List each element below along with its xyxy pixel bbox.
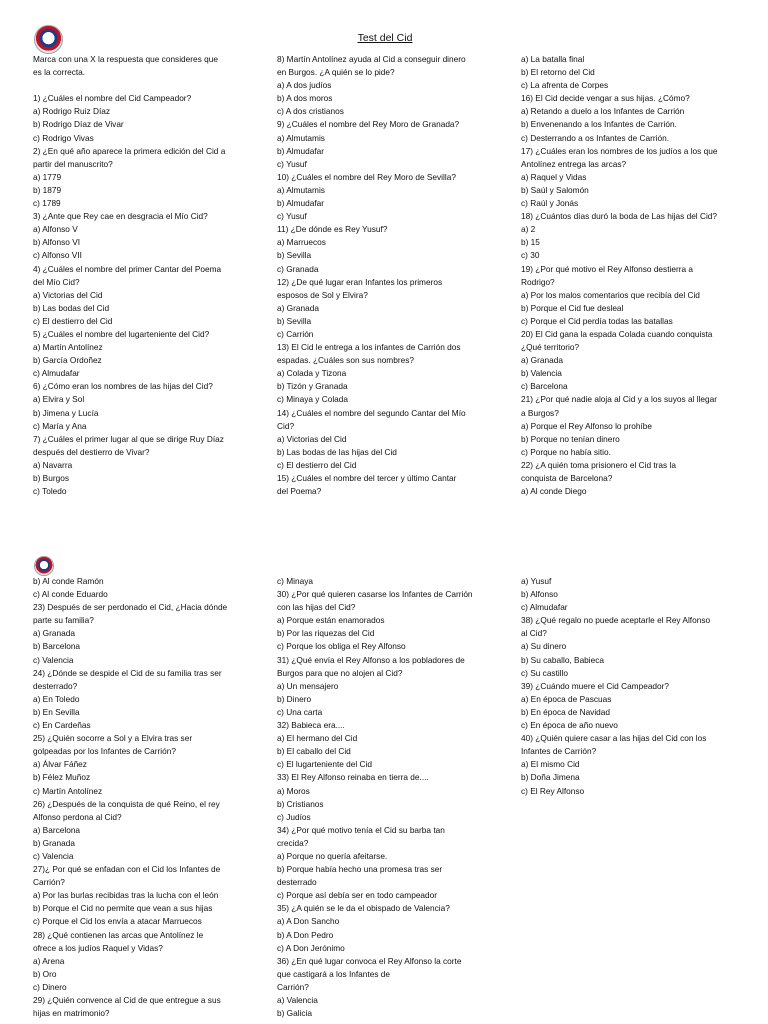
text-line: c) Judíos [277,811,311,822]
text-line: a) Victorias del Cid [33,289,103,300]
text-line: 13) El Cid le entrega a los infantes de Carrión dos [277,342,461,353]
text-line: c) Dinero [33,981,67,992]
text-line: hijas en matrimonio? [33,1008,110,1019]
text-line: a) La batalla final [521,54,585,64]
text-line: c) Barcelona [521,381,568,392]
text-line: a) Marruecos [277,237,326,248]
text-line: a) Su dinero [521,641,567,652]
text-line: a) En época de Pascuas [521,693,612,704]
text-line: b) Saúl y Salomón [521,184,589,195]
text-line: Carrión? [33,877,65,888]
text-line: c) Minaya [277,576,313,586]
text-line: b) Valencia [521,368,562,379]
text-line: a) Elvira y Sol [33,394,85,405]
text-line: 10) ¿Cuáles el nombre del Rey Moro de Sevilla? [277,171,456,182]
text-line: c) En Cardeñas [33,720,91,731]
text-line: es la correcta. [33,67,86,78]
text-line: b) Porque el Cid fue desleal [521,302,624,313]
text-line: b) Almudafar [277,145,325,156]
text-line: b) El caballo del Cid [277,746,351,757]
text-line: a) Al conde Diego [521,486,587,497]
column-3 [521,575,746,798]
text-line: 14) ¿Cuáles el nombre del segundo Cantar del Mío [277,407,466,418]
text-line: c) Porque el Cid los envía a atacar Marruecos [33,916,202,927]
text-line: crecida? [277,837,309,848]
text-line: 9) ¿Cuáles el nombre del Rey Moro de Granada? [277,119,460,130]
text-line: 17) ¿Cuáles eran los nombres de los judíos a los que [521,145,718,156]
text-line: 31) ¿Qué envía el Rey Alfonso a los pobladores de [277,654,465,665]
text-line: 11) ¿De dónde es Rey Yusuf? [277,224,388,235]
text-line: c) Su castillo [521,667,569,678]
text-line: Burgos para que no alojen al Cid? [277,667,403,678]
text-line: c) Minaya y Colada [277,394,349,405]
text-line: b) 1879 [33,184,62,195]
text-line: a) El hermano del Cid [277,733,358,744]
text-line: b) A dos moros [277,93,333,104]
text-line: b) Jimena y Lucía [33,407,99,418]
text-line: 8) Martín Antolínez ayuda al Cid a conseguir dinero [277,54,466,64]
school-logo-icon [34,25,63,54]
text-line: del Mío Cid? [33,276,80,287]
text-line: a) Rodrigo Ruiz Díaz [33,106,111,117]
text-line: b) Sevilla [277,250,312,261]
text-line: 36) ¿En qué lugar convoca el Rey Alfonso la corte [277,955,462,966]
column-3 [521,53,746,498]
text-line: 18) ¿Cuántos días duró la boda de Las hijas del Cid? [521,211,718,222]
text-line: 24) ¿Dónde se despide el Cid de su familia tras ser [33,667,222,678]
text-line: c) Porque no había sitio. [521,446,611,457]
text-line: c) En época de año nuevo [521,720,618,731]
text-line: 32) Babieca era.... [277,720,345,731]
page-title: Test del Cid [357,32,413,44]
text-line: 16) El Cid decide vengar a sus hijas. ¿Cómo? [521,93,690,104]
text-line: al Cid? [521,628,547,639]
text-line: c) Porque así debía ser en todo campeador [277,890,438,901]
text-line: c) 1789 [33,198,61,209]
text-line: 6) ¿Cómo eran los nombres de las hijas del Cid? [33,381,213,392]
text-line: b) Rodrigo Díaz de Vivar [33,119,124,130]
text-line: en Burgos. ¿A quién se lo pide? [277,67,395,78]
text-line: 7) ¿Cuáles el primer lugar al que se dirige Ruy Díaz [33,433,224,444]
text-line: ofrece a los judíos Raquel y Vidas? [33,942,163,953]
text-line: Carrión? [277,981,309,992]
text-line: c) El lugarteniente del Cid [277,759,373,770]
text-line: 28) ¿Qué contienen las arcas que Antolínez le [33,929,204,940]
text-line: b) Galicia [277,1008,313,1019]
text-line: 19) ¿Por qué motivo el Rey Alfonso destierra a [521,263,694,274]
text-line: a) Granada [521,355,563,366]
text-line: c) 30 [521,250,540,261]
text-line: 35) ¿A quién se le da el obispado de Valencia? [277,903,450,914]
text-line: b) El retorno del Cid [521,67,595,78]
text-line: b) 15 [521,237,540,248]
text-line: Marca con una X la respuesta que consideres que [33,54,218,64]
text-line: c) Raúl y Jonás [521,198,579,209]
text-line: a) Raquel y Vidas [521,171,587,182]
text-line: c) Al conde Eduardo [33,589,108,600]
text-line: Cid? [277,420,295,431]
text-line: a) Granada [277,302,319,313]
column-1 [33,53,253,498]
text-line: c) Valencia [33,654,74,665]
text-line: con las hijas del Cid? [277,602,356,613]
text-line: c) Valencia [33,850,74,861]
text-line: b) Oro [33,968,57,979]
text-line: b) Alfonso [521,589,558,600]
text-line: 21) ¿Por qué nadie aloja al Cid y a los suyos al llegar [521,394,718,405]
column-2 [277,53,502,498]
column-1 [33,575,253,1020]
text-line: c) El destierro del Cid [33,315,113,326]
school-logo-icon [34,556,54,576]
text-line: b) Burgos [33,473,69,483]
column-2 [277,575,502,1020]
text-line: a) Moros [277,785,310,796]
text-line: a) Valencia [277,995,318,1005]
text-line: Infantes de Carrión? [521,746,597,757]
text-line: 15) ¿Cuáles el nombre del tercer y último Cantar [277,473,457,483]
text-line: c) Yusuf [277,158,307,169]
text-line: c) Almudafar [521,602,568,613]
page-2 [0,512,768,1024]
text-line: 22) ¿A quién toma prisionero el Cid tras la [521,459,676,470]
text-line: Antolínez entrega las arcas? [521,158,627,169]
text-line: espadas. ¿Cuáles son sus nombres? [277,355,414,366]
text-line: 38) ¿Qué regalo no puede aceptarle el Rey Alfonso [521,615,711,626]
text-line: b) Félez Muñoz [33,772,91,783]
text-line: a) Arena [33,955,65,966]
text-line: a) 2 [521,224,536,235]
text-line: b) Cristianos [277,798,324,809]
text-line: b) Su caballo, Babieca [521,654,605,665]
text-line: a) Por los malos comentarios que recibía del Cid [521,289,700,300]
text-line: 26) ¿Después de la conquista de qué Reino, el rey [33,798,220,809]
text-line: parte su familia? [33,615,94,626]
text-line: 27)¿ Por qué se enfadan con el Cid los Infantes de [33,864,221,875]
text-line: 39) ¿Cuándo muere el Cid Campeador? [521,680,670,691]
text-line: 20) El Cid gana la espada Colada cuando conquista [521,328,713,339]
text-line: a) Barcelona [33,824,81,835]
text-line: b) Porque el Cid no permite que vean a sus hijas [33,903,213,914]
text-line: c) A Don Jerónimo [277,942,345,953]
text-line: 30) ¿Por qué quieren casarse los Infantes de Carrión [277,589,473,600]
text-line: c) La afrenta de Corpes [521,80,609,91]
text-line: c) El destierro del Cid [277,459,357,470]
text-line: b) Sevilla [277,315,312,326]
text-line: a) El mismo Cid [521,759,580,770]
text-line: c) Rodrigo Vivas [33,132,94,143]
text-line: desterrado [277,877,317,888]
text-line: c) A dos cristianos [277,106,344,117]
text-line: 34) ¿Por qué motivo tenía el Cid su barba tan [277,824,445,835]
text-line: c) Almudafar [33,368,80,379]
text-line: b) Dinero [277,693,312,704]
text-line: a) En Toledo [33,693,80,704]
text-line: a) A dos judíos [277,80,332,91]
text-line: b) A Don Pedro [277,929,334,940]
text-line: b) Barcelona [33,641,81,652]
text-line: del Poema? [277,486,322,497]
text-line: 29) ¿Quién convence al Cid de que entregue a sus [33,995,221,1005]
text-line: a) Navarra [33,459,73,470]
text-line: 4) ¿Cuáles el nombre del primer Cantar del Poema [33,263,222,274]
text-line: b) Almudafar [277,198,325,209]
text-line: c) Porque el Cid perdía todas las batallas [521,315,673,326]
text-line: a) Retando a duelo a los Infantes de Carrión [521,106,685,117]
text-line: a Burgos? [521,407,559,418]
text-line: a) Victorias del Cid [277,433,347,444]
text-line: b) Por las riquezas del Cid [277,628,375,639]
text-line: ¿Qué territorio? [521,342,580,353]
text-line: 1) ¿Cuáles el nombre del Cid Campeador? [33,93,192,104]
text-line: a) Yusuf [521,576,552,586]
text-line: c) Alfonso VII [33,250,82,261]
text-line: b) García Ordoñez [33,355,102,366]
text-line: b) En época de Navidad [521,706,611,717]
text-line: a) Álvar Fáñez [33,759,87,770]
text-line: a) Almutamis [277,132,325,143]
text-line: conquista de Barcelona? [521,473,613,483]
text-line: c) El Rey Alfonso [521,785,585,796]
text-line: b) Porque había hecho una promesa tras ser [277,864,443,875]
text-line: 25) ¿Quién socorre a Sol y a Elvira tras ser [33,733,193,744]
text-line: Alfonso perdona al Cid? [33,811,122,822]
text-line: b) Al conde Ramón [33,576,104,586]
text-line: c) Desterrando a os Infantes de Carrión. [521,132,670,143]
text-line: a) 1779 [33,171,62,182]
text-line: c) María y Ana [33,420,87,431]
text-line: b) Granada [33,837,75,848]
text-line: b) Las bodas de las hijas del Cid [277,446,397,457]
text-line: b) Alfonso VI [33,237,81,248]
text-line: a) Martín Antolínez [33,342,103,353]
text-line: c) Granada [277,263,319,274]
text-line: 2) ¿En qué año aparece la primera edición del Cid a [33,145,226,156]
text-line: c) Martín Antolínez [33,785,103,796]
text-line: que castigará a los Infantes de [277,968,391,979]
text-line: a) Por las burlas recibidas tras la lucha con el león [33,890,219,901]
text-line: b) Doña Jimena [521,772,580,783]
text-line: a) Colada y Tizona [277,368,347,379]
text-line: a) Alfonso V [33,224,78,235]
text-line: a) Porque el Rey Alfonso lo prohíbe [521,420,652,431]
text-line: b) Envenenando a los Infantes de Carrión. [521,119,677,130]
text-line: desterrado? [33,680,78,691]
text-line: 5) ¿Cuáles el nombre del lugarteniente del Cid? [33,328,210,339]
text-line: b) Porque no tenían dinero [521,433,620,444]
text-line: Rodrigo? [521,276,555,287]
text-line: golpeadas por los Infantes de Carrión? [33,746,176,757]
text-line: a) Un mensajero [277,680,339,691]
text-line: a) Almutamis [277,184,325,195]
text-line: a) A Don Sancho [277,916,340,927]
text-line: b) En Sevilla [33,706,80,717]
text-line: c) Una carta [277,706,323,717]
text-line: 33) El Rey Alfonso reinaba en tierra de.... [277,772,429,783]
text-line: c) Porque los obliga el Rey Alfonso [277,641,406,652]
text-line: b) Tizón y Granada [277,381,348,392]
text-line: 3) ¿Ante que Rey cae en desgracia el Mío Cid? [33,211,208,222]
text-line: 23) Después de ser perdonado el Cid, ¿Hacia dónde [33,602,228,613]
text-line: partir del manuscrito? [33,158,113,169]
text-line: a) Granada [33,628,75,639]
text-line: esposos de Sol y Elvira? [277,289,368,300]
text-line: a) Porque no quería afeitarse. [277,850,388,861]
text-line: 40) ¿Quién quiere casar a las hijas del Cid con los [521,733,707,744]
text-line: a) Porque están enamorados [277,615,385,626]
text-line: c) Yusuf [277,211,307,222]
text-line [33,79,253,92]
text-line: b) Las bodas del Cid [33,302,110,313]
text-line: c) Toledo [33,486,67,497]
text-line: 12) ¿De qué lugar eran Infantes los primeros [277,276,443,287]
text-line: después del destierro de Vivar? [33,446,150,457]
text-line: c) Carrión [277,328,314,339]
